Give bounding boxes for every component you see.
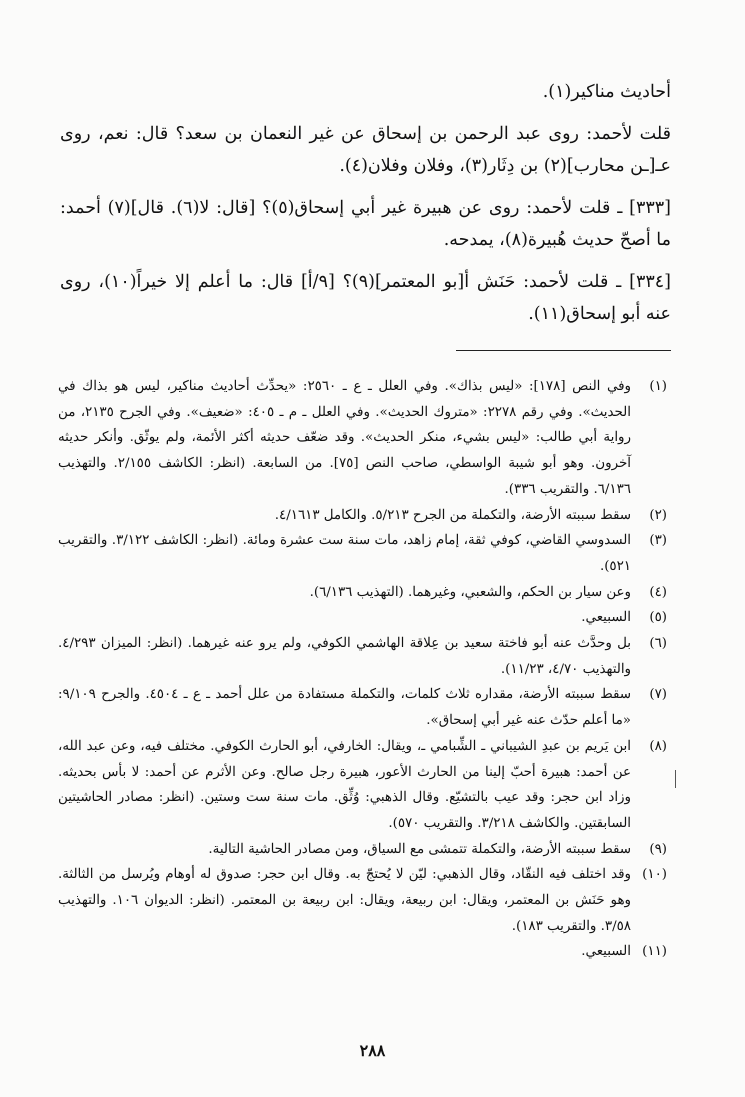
footnote-text: السدوسي القاضي، كوفي ثقة، إمام زاهد، مات سنة ست عشرة ومائة. (انظر: الكاشف ٣/١٢٢. والتقريب ٥٢١).: [58, 533, 632, 574]
footnote-text: سقط سببته الأرضة، والتكملة من الجرح ٥/٢١٣. والكامل ٤/١٦١٣.: [274, 507, 631, 523]
footnote: [58, 939, 667, 965]
margin-mark: [675, 770, 676, 788]
footnote-text: سقط سببته الأرضة، والتكملة تتمشى مع السياق، ومن مصادر الحاشية التالية.: [208, 841, 631, 857]
footnotes: [58, 374, 667, 965]
paragraph: [٣٣٣] ـ قلت لأحمد: روى عن هبيرة غير أبي إسحاق(٥)؟ [قال: لا(٦). قال](٧) أحمد: ما أصحّ حديث هُبيرة(٨)، يمدحه.: [60, 198, 671, 250]
footnote-text: سقط سببته الأرضة، مقداره ثلاث كلمات، والتكملة مستفادة من علل أحمد ـ ع ـ ٤٥٠٤. والجرح ٩/١٠٩: «ما أعلم حدّث عنه غير أبي إسحاق».: [58, 687, 631, 729]
footnote-number: (٢): [649, 507, 667, 523]
paragraph: قلت لأحمد: روى عبد الرحمن بن إسحاق عن غير النعمان بن سعد؟ قال: نعم، روى عـ[ـن محارب](٢) بن دِثَار(٣)، وفلان وفلان(٤).: [60, 124, 671, 176]
footnote-text: وقد اختلف فيه النقّاد، وقال الذهبي: ليّن لا يُحتجّ به. وقال ابن حجر: صدوق له أوهام ويُرسل من الثالثة. وهو حَنَش بن المعتمر، ويقال: ابن ربيعة، ويقال: ابن ربيعة بن المعتمر. (انظر: الديوان ١٠٦. والتهذيب ٣/٥٨. والتقريب ١٨٣).: [58, 867, 631, 934]
footnote: [58, 862, 667, 939]
footnote-text: السبيعي.: [581, 610, 631, 626]
main-text: [60, 76, 671, 330]
footnote-number: (٥): [649, 610, 667, 626]
paragraph: أحاديث مناكير(١).: [542, 82, 671, 102]
footnote-number: (١): [649, 379, 667, 394]
footnote-number: (٨): [649, 738, 667, 754]
footnote: [58, 631, 667, 682]
footnote: [58, 837, 667, 863]
footnote: [58, 682, 667, 733]
footnote-text: السبيعي.: [581, 944, 631, 960]
footnote-number: (١١): [642, 944, 667, 960]
page-number: ٢٨٨: [359, 1041, 386, 1060]
footnote: [58, 528, 667, 579]
footnote-number: (٩): [649, 841, 667, 857]
footnote: [58, 503, 667, 529]
footnote-text: ابن يَريم بن عبدِ الشيباني ـ الشِّبامي ـ، ويقال: الخارفي، أبو الحارث الكوفي. مختلف فيه، وعن عبد الله، عن أحمد: هبيرة أحبّ إلينا من الحارث الأعور، هبيرة رجل صالح. وعن الأثرم عن أحمد: لا بأس بحديثه. وزاد ابن حجر: وقد عيب بالتشيّع. وقال الذهبي: وُثِّق. مات سنة ست وستين. (انظر: مصادر الحاشيتين السابقتين. والكاشف ٣/٢١٨. والتقريب ٥٧٠).: [58, 738, 631, 831]
footnote: [58, 605, 667, 631]
footnote-number: (١٠): [642, 867, 667, 883]
footnote-number: (٤): [649, 584, 667, 600]
footnote: [58, 580, 667, 606]
paragraph: [٣٣٤] ـ قلت لأحمد: حَنَش أ[بو المعتمر](٩)؟ [٩/أ] قال: ما أعلم إلا خيراً(١٠)، روى عنه أبو إسحاق(١١).: [60, 272, 671, 324]
footnote-number: (٣): [649, 533, 667, 549]
footnote-number: (٦): [649, 636, 667, 652]
footnote-separator: [456, 350, 671, 351]
footnote-text: وفي النص [١٧٨]: «ليس بذاك». وفي العلل ـ ع ـ ٢٥٦٠: «يحدِّث أحاديث مناكير، ليس هو بذاك في الحديث». وفي رقم ٢٢٧٨: «متروك الحديث». وفي العلل ـ م ـ ٤٠٥: «ضعيف». وفي الجرح ٢١٣٥، من رواية أبي طالب: «ليس بشيء، منكر الحديث». وقد ضعّف حديثه أكثر الأئمة، ولم يوثّق. وأنكر حديثه آخرون. وهو أبو شيبة الواسطي، صاحب النص [٧٥]. من السابعة. (انظر: الكاشف ٢/١٥٥. والتهذيب ٦/١٣٦. والتقريب ٣٣٦).: [58, 379, 631, 497]
footnote-text: بل وحدَّث عنه أبو فاختة سعيد بن عِلاقة الهاشمي الكوفي، ولم يرو عنه غيرهما. (انظر: الميزان ٤/٢٩٣. والتهذيب ٤/٧٠، ١١/٢٣).: [58, 636, 631, 677]
footnote: [58, 734, 667, 837]
footnote: [58, 374, 667, 503]
footnote-number: (٧): [649, 687, 667, 703]
footnote-text: وعن سيار بن الحكم، والشعبي، وغيرهما. (التهذيب ٦/١٣٦).: [309, 584, 631, 600]
